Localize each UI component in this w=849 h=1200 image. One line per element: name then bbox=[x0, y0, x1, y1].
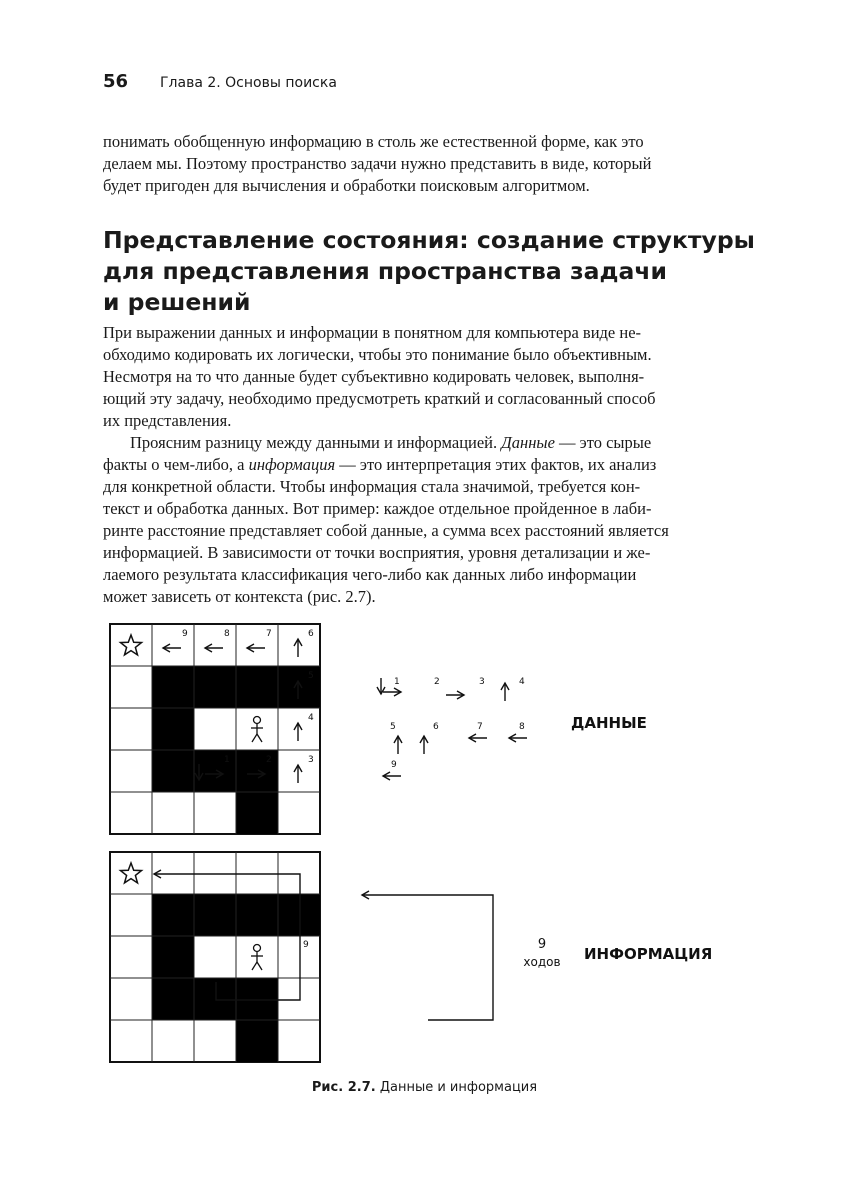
paragraph-line: ринте расстояние представляет собой данные, а сумма всех расстояний является bbox=[103, 521, 669, 540]
figure-caption: Рис. 2.7. Данные и информация bbox=[311, 1080, 538, 1095]
section-heading-line: для представления пространства задачи bbox=[103, 257, 667, 285]
step-number: 4 bbox=[308, 713, 314, 723]
maze-frame bbox=[110, 624, 320, 834]
term-data: Данные bbox=[501, 433, 555, 452]
route-step-count: 9 bbox=[303, 940, 309, 950]
maze-wall-cell bbox=[194, 666, 236, 708]
paragraph-line: Несмотря на то что данные будет субъективно кодировать человек, выполня- bbox=[103, 367, 645, 386]
paragraph-line: текст и обработка данных. Вот пример: каждое отдельное пройденное в лаби- bbox=[103, 499, 652, 518]
step-number: 8 bbox=[224, 629, 230, 639]
maze-wall-cell bbox=[236, 792, 278, 834]
term-information: информация bbox=[248, 455, 336, 474]
chapter-title: Глава 2. Основы поиска bbox=[160, 75, 337, 91]
step-number: 2 bbox=[266, 755, 272, 765]
step-number: 1 bbox=[224, 755, 230, 765]
data-number: 4 bbox=[519, 677, 525, 687]
maze-wall-cell bbox=[152, 666, 194, 708]
paragraph-line: может зависеть от контекста (рис. 2.7). bbox=[103, 587, 376, 606]
section-heading-line: Представление состояния: создание структуры bbox=[103, 226, 755, 254]
maze-frame bbox=[110, 852, 320, 1062]
data-scatter-arrows bbox=[381, 677, 527, 776]
maze-wall-cell bbox=[236, 1020, 278, 1062]
paragraph-line: обходимо кодировать их логически, чтобы это понимание было объективным. bbox=[103, 345, 652, 364]
data-number: 3 bbox=[479, 677, 485, 687]
paragraph-line: Проясним разницу между данными и информацией. Данные — это сырые bbox=[130, 433, 652, 452]
data-number: 7 bbox=[477, 722, 483, 732]
maze-wall-cell bbox=[194, 978, 236, 1020]
moves-word: ходов bbox=[523, 955, 561, 969]
data-number: 9 bbox=[391, 760, 397, 770]
step-number: 9 bbox=[182, 629, 188, 639]
maze-wall-cell bbox=[236, 978, 278, 1020]
data-label: ДАННЫЕ bbox=[571, 714, 647, 732]
maze-wall-cell bbox=[152, 750, 194, 792]
maze-wall-cell bbox=[278, 894, 320, 936]
step-number: 5 bbox=[308, 671, 314, 681]
intro-line: будет пригоден для вычисления и обработки поисковым алгоритмом. bbox=[103, 176, 590, 195]
paragraph-line: факты о чем-либо, а информация — это интерпретация этих фактов, их анализ bbox=[103, 455, 657, 474]
data-number: 1 bbox=[394, 677, 400, 687]
data-number: 6 bbox=[433, 722, 439, 732]
data-number: 5 bbox=[390, 722, 396, 732]
intro-line: понимать обобщенную информацию в столь же естественной форме, как это bbox=[103, 132, 644, 151]
paragraph-line: для конкретной области. Чтобы информация стала значимой, требуется кон- bbox=[103, 477, 641, 496]
maze-wall-cell bbox=[152, 978, 194, 1020]
maze-top bbox=[110, 624, 320, 834]
step-number: 3 bbox=[308, 755, 314, 765]
moves-number: 9 bbox=[537, 937, 547, 952]
paragraph-line: ющий эту задачу, необходимо предусмотреть краткий и согласованный способ bbox=[103, 389, 656, 408]
maze-bottom bbox=[110, 852, 320, 1062]
paragraph-line: информацией. В зависимости от точки восприятия, уровня детализации и же- bbox=[103, 543, 651, 562]
section-heading-line: и решений bbox=[103, 288, 251, 316]
intro-line: делаем мы. Поэтому пространство задачи нужно представить в виде, который bbox=[103, 154, 652, 173]
paragraph-line: их представления. bbox=[103, 411, 232, 430]
maze-wall-cell bbox=[236, 894, 278, 936]
maze-wall-cell bbox=[194, 894, 236, 936]
maze-wall-cell bbox=[152, 708, 194, 750]
page-number: 56 bbox=[103, 71, 129, 92]
paragraph-line: При выражении данных и информации в понятном для компьютера виде не- bbox=[103, 323, 642, 342]
step-number: 7 bbox=[266, 629, 272, 639]
data-number: 2 bbox=[434, 677, 440, 687]
information-label: ИНФОРМАЦИЯ bbox=[584, 945, 713, 963]
step-number: 6 bbox=[308, 629, 314, 639]
data-number: 8 bbox=[519, 722, 525, 732]
information-arrow bbox=[362, 895, 493, 1020]
maze-wall-cell bbox=[152, 936, 194, 978]
maze-wall-cell bbox=[236, 666, 278, 708]
paragraph-line: лаемого результата классификация чего-либо как данных либо информации bbox=[103, 565, 637, 584]
maze-wall-cell bbox=[152, 894, 194, 936]
